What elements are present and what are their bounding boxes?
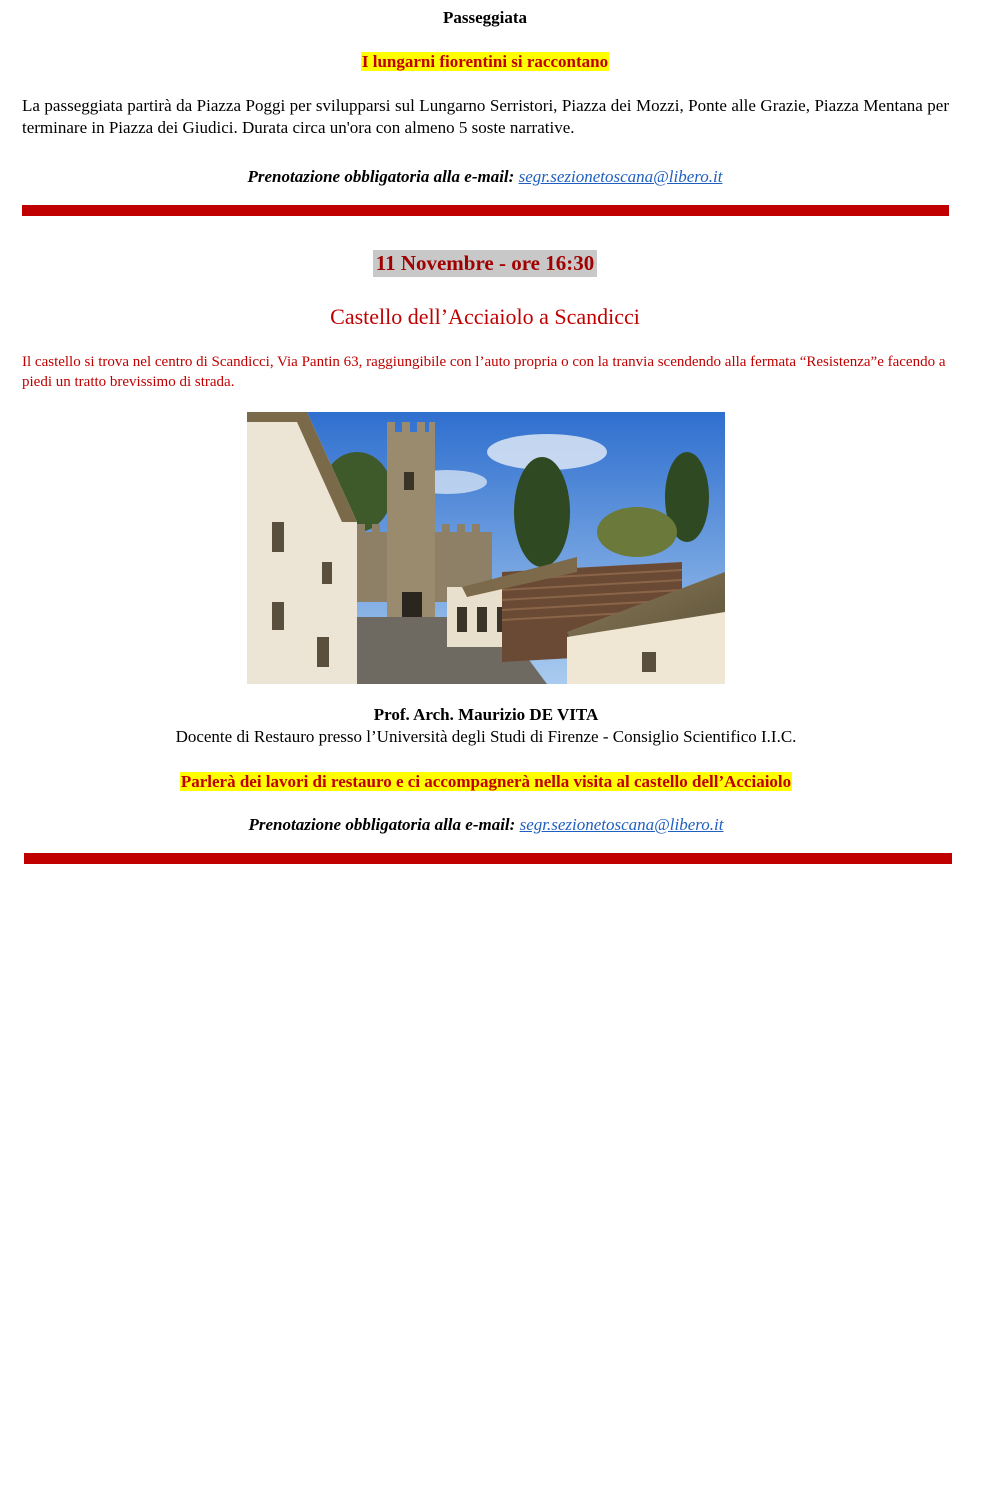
walk-description: La passeggiata partirà da Piazza Poggi per svilupparsi sul Lungarno Serristori, Piazza dei Mozzi, Ponte alle Grazie, Piazza Mentana per terminare in Piazza dei Giudici. Durata circa un'ora con almeno 5 soste narrative. bbox=[22, 96, 949, 137]
castle-photo bbox=[247, 412, 725, 684]
event-date-block bbox=[0, 250, 970, 277]
speaker-role: Docente di Restauro presso l’Università degli Studi di Firenze - Consiglio Scientifico I.I.C. bbox=[175, 727, 797, 746]
walk-subtitle-text: I lungarni fiorentini si raccontano bbox=[361, 52, 609, 71]
venue-directions: Il castello si trova nel centro di Scandicci, Via Pantin 63, raggiungibile con l’auto propria o con la tranvia scendendo alla fermata “Resistenza”e facendo a piedi un tratto brevissimo di strada. bbox=[22, 354, 946, 390]
visit-booking-line bbox=[0, 815, 972, 835]
walk-booking-line bbox=[0, 167, 970, 187]
walk-booking-label: Prenotazione obbligatoria alla e-mail: bbox=[247, 167, 515, 186]
event-date: 11 Novembre - ore 16:30 bbox=[373, 250, 598, 277]
castle-courtyard-image bbox=[247, 412, 725, 684]
speaker-name: Prof. Arch. Maurizio DE VITA bbox=[373, 705, 599, 724]
section-divider bbox=[22, 205, 949, 216]
section-divider bbox=[24, 853, 952, 864]
walk-heading: Passeggiata bbox=[442, 8, 528, 27]
walk-booking-email-link[interactable]: segr.sezionetoscana@libero.it bbox=[518, 167, 723, 186]
venue-title: Castello dell’Acciaiolo a Scandicci bbox=[330, 304, 640, 329]
visit-booking-label: Prenotazione obbligatoria alla e-mail: bbox=[248, 815, 516, 834]
talk-description-text: Parlerà dei lavori di restauro e ci accompagnerà nella visita al castello dell’Acciaiolo bbox=[180, 772, 792, 791]
talk-description bbox=[0, 772, 972, 792]
walk-subtitle bbox=[0, 52, 970, 72]
visit-booking-email-link[interactable]: segr.sezionetoscana@libero.it bbox=[519, 815, 724, 834]
